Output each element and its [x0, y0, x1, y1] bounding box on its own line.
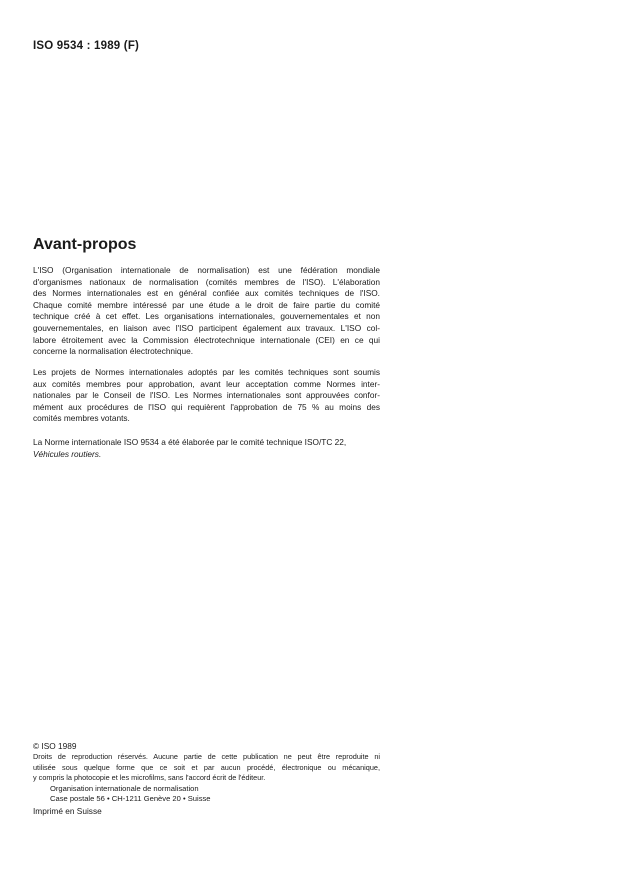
- text-line: utilisée sous quelque forme que ce soit et par aucun procédé, électronique ou mécanique,: [33, 762, 380, 772]
- printed-in: Imprimé en Suisse: [33, 806, 102, 816]
- copyright-notice: © ISO 1989: [33, 741, 77, 751]
- text-line: La Norme internationale ISO 9534 a été élaborée par le comité technique ISO/TC 22,: [33, 437, 347, 447]
- section-title: Avant-propos: [33, 236, 137, 253]
- document-reference: ISO 9534 : 1989 (F): [33, 40, 140, 52]
- text-line: Chaque comité membre intéressé par une étude a le droit de faire partie du comité: [33, 299, 380, 310]
- text-line: Droits de reproduction réservés. Aucune partie de cette publication ne peut être reproduite ni: [33, 752, 380, 761]
- publisher-block: [50, 784, 211, 804]
- text-line: labore étroitement avec la Commission électrotechnique internationale (CEI) en ce qui: [33, 334, 380, 345]
- text-line: d'organismes nationaux de normalisation (comités membres de l'ISO). L'élaboration: [33, 276, 380, 287]
- foreword-paragraph-3: [33, 437, 380, 460]
- text-line: nationales par le Conseil de l'ISO. Les Normes internationales sont approuvées confor-: [33, 390, 380, 401]
- rights-notice: [33, 752, 380, 784]
- text-line: gouvernementales, en liaison avec l'ISO participent également aux travaux. L'ISO col-: [33, 322, 380, 333]
- text-line: Les projets de Normes internationales adoptés par les comités techniques sont soumis: [33, 367, 380, 377]
- text-line: y compris la photocopie et les microfilms, sans l'accord écrit de l'éditeur.: [33, 773, 266, 782]
- text-line: des Normes internationales est en général confiée aux comités techniques de l'ISO.: [33, 288, 380, 299]
- publisher-name: Organisation internationale de normalisation: [50, 784, 199, 793]
- text-line: mément aux procédures de l'ISO qui requièrent l'approbation de 75 % au moins des: [33, 401, 380, 412]
- text-line: aux comités membres pour approbation, avant leur acceptation comme Normes inter-: [33, 378, 380, 389]
- foreword-paragraph-2: [33, 367, 380, 425]
- text-line: comités membres votants.: [33, 413, 130, 424]
- text-line: L'ISO (Organisation internationale de normalisation) est une fédération mondiale: [33, 265, 380, 275]
- committee-title: Véhicules routiers.: [33, 448, 102, 459]
- text-line: technique créé à cet effet. Les organisations internationales, gouvernementales et non: [33, 311, 380, 322]
- foreword-paragraph-1: [33, 265, 380, 358]
- publisher-address: Case postale 56 • CH-1211 Genève 20 • Suisse: [50, 794, 211, 803]
- text-line: concerne la normalisation électrotechnique.: [33, 346, 194, 357]
